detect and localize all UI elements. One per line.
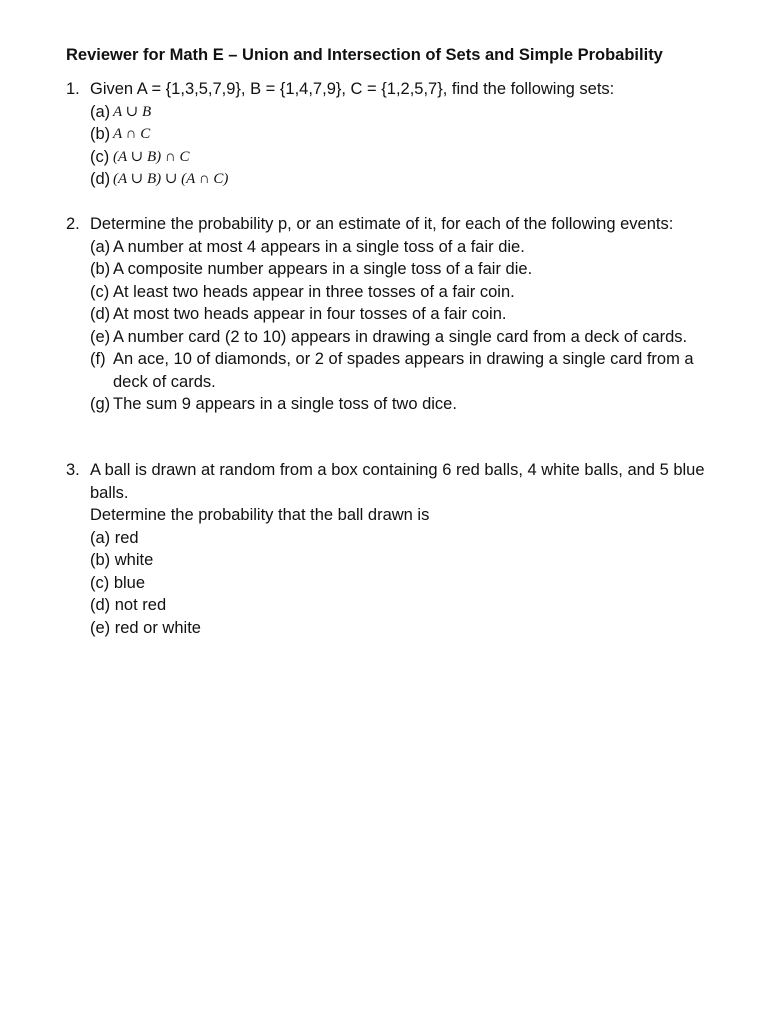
set-expression: (A ∪ B) ∩ C <box>113 148 190 165</box>
question-text: A ball is drawn at random from a box containing 6 red balls, 4 white balls, and 5 blue balls. <box>90 461 705 502</box>
item-label: (a) <box>90 102 111 121</box>
question-number: 2. <box>66 215 80 233</box>
item-label: (d) <box>90 305 111 323</box>
list-item <box>90 281 726 304</box>
list-item <box>90 123 726 146</box>
question-number: 3. <box>66 461 80 479</box>
item-text: A number card (2 to 10) appears in drawing a single card from a deck of cards. <box>113 327 688 346</box>
list-item <box>90 303 726 326</box>
document-title: Reviewer for Math E – Union and Intersection of Sets and Simple Probability <box>66 46 663 64</box>
item-label: (b) <box>90 260 111 278</box>
item-text: The sum 9 appears in a single toss of two dice. <box>113 395 457 413</box>
set-expression: A ∩ C <box>113 126 151 142</box>
question-text: Given A = {1,3,5,7,9}, B = {1,4,7,9}, C = {1,2,5,7}, find the following sets: <box>90 80 615 98</box>
item-text: At most two heads appear in four tosses of a fair coin. <box>113 305 507 323</box>
list-item <box>90 393 726 416</box>
item-text: An ace, 10 of diamonds, or 2 of spades appears in drawing a single card from a deck of cards. <box>113 350 694 391</box>
question-3 <box>66 459 726 639</box>
list-item <box>90 258 726 281</box>
item-text: A composite number appears in a single toss of a fair die. <box>113 260 533 278</box>
list-item: (c) blue <box>90 573 146 592</box>
list-item: (d) not red <box>90 596 167 614</box>
item-label: (a) <box>90 237 111 256</box>
set-expression: A ∪ B <box>113 103 152 120</box>
question-prompt: Determine the probability that the ball drawn is <box>90 506 430 524</box>
list-item: (b) white <box>90 551 154 569</box>
list-item <box>90 168 726 191</box>
item-label: (c) <box>90 147 110 166</box>
list-item: (e) red or white <box>90 618 201 637</box>
item-text: At least two heads appear in three tosses of a fair coin. <box>113 282 515 301</box>
list-item <box>90 348 726 393</box>
item-label: (g) <box>90 395 111 413</box>
item-label: (e) <box>90 327 111 346</box>
list-item <box>90 101 726 124</box>
list-item <box>90 326 726 349</box>
list-item: (a) red <box>90 528 139 547</box>
set-expression: (A ∪ B) ∪ (A ∩ C) <box>113 171 229 187</box>
question-2 <box>66 213 726 416</box>
list-item <box>90 236 726 259</box>
item-text: A number at most 4 appears in a single toss of a fair die. <box>113 237 525 256</box>
item-label: (f) <box>90 350 106 368</box>
item-label: (d) <box>90 170 111 188</box>
item-label: (b) <box>90 125 111 143</box>
question-number: 1. <box>66 80 80 98</box>
question-1 <box>66 78 726 191</box>
list-item <box>90 146 726 169</box>
question-text: Determine the probability p, or an estimate of it, for each of the following events: <box>90 215 674 233</box>
item-label: (c) <box>90 282 110 301</box>
